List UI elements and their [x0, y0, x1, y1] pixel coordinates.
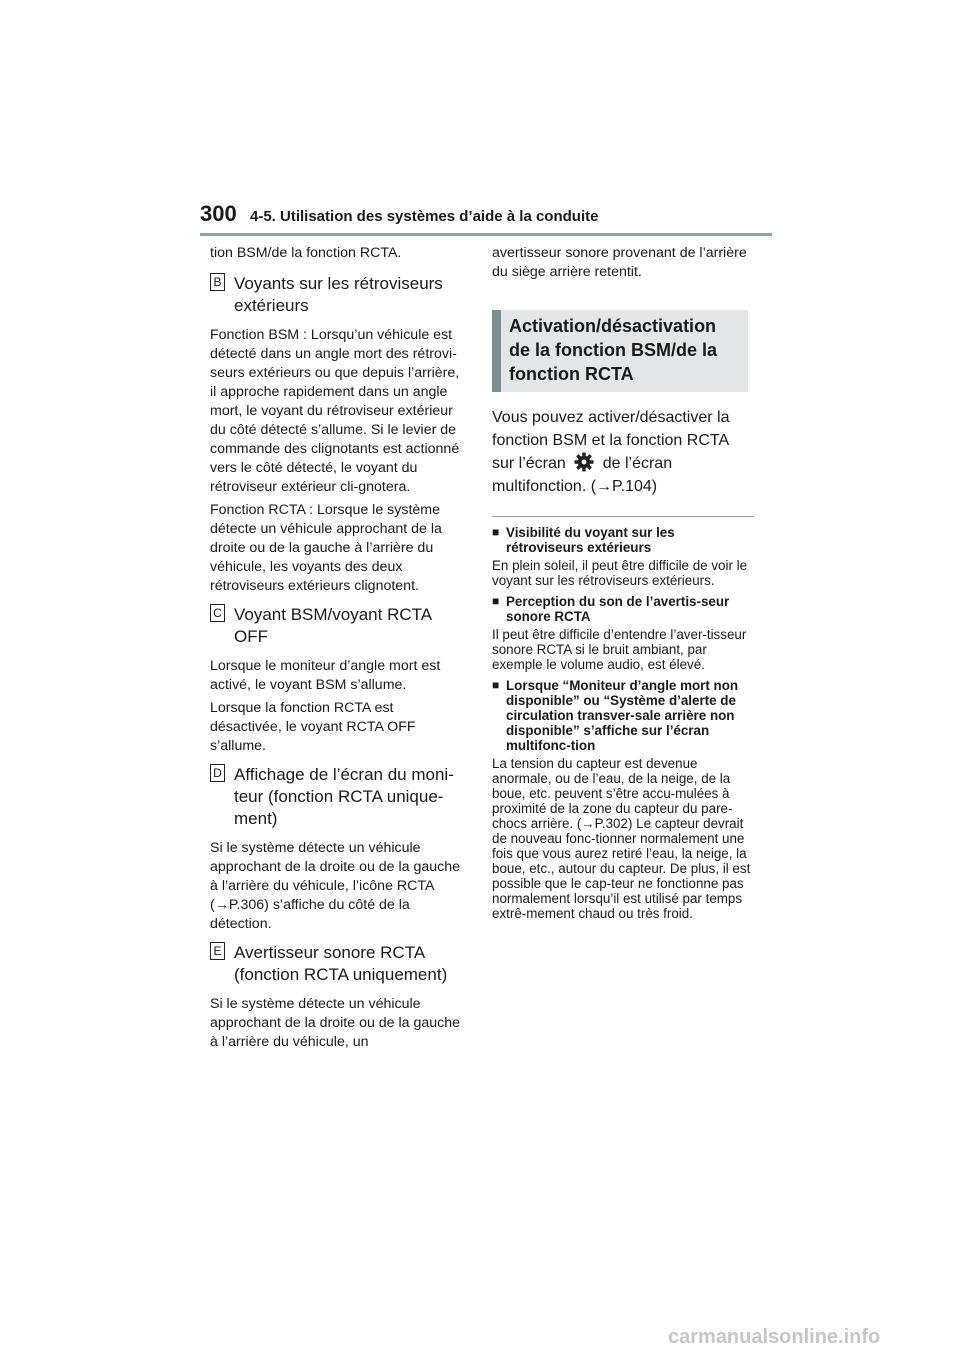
item-c — [210, 604, 468, 756]
subheading-b-title: Voyants sur les rétroviseurs extérieurs — [234, 274, 443, 315]
watermark: carmanualsonline.info — [668, 1326, 881, 1348]
section-title: 4-5. Utilisation des systèmes d’aide à la conduite — [250, 208, 599, 225]
subheading-d — [210, 764, 468, 830]
note-heading — [492, 678, 754, 753]
square-bullet-icon: ■ — [492, 525, 500, 539]
paragraph: Si le système détecte un véhicule approchant de la droite ou de la gauche à l’arrière du véhicule, l’icône RCTA (→P.306) s’affiche du côté de la détection. — [210, 840, 461, 932]
page-number: 300 — [200, 201, 237, 226]
continuation-text: avertisseur sonore provenant de l’arrière du siège arrière retentit. — [492, 245, 747, 280]
intro-text-after: de l’écran multifonction. (→P.104) — [492, 455, 673, 495]
note-2 — [492, 594, 754, 672]
note-1 — [492, 525, 754, 588]
paragraph: Fonction BSM : Lorsqu’un véhicule est détecté dans un angle mort des rétrovi-seurs extérieurs ou que depuis l’arrière, il approche rapidement dans un angle mort, le voyant du rétroviseur extérieur du côté détecté s’allume. Si le levier de commande des clignotants est actionné vers le côté détecté, le voyant du rétroviseur extérieur cli-gnotera. — [210, 327, 460, 495]
subheading-d-title: Affichage de l’écran du moni-teur (fonction RCTA unique-ment) — [234, 765, 454, 828]
paragraph: Si le système détecte un véhicule approchant de la droite ou de la gauche à l’arrière du véhicule, un — [210, 996, 461, 1050]
subheading-b — [210, 273, 468, 317]
paragraph: Lorsque le moniteur d’angle mort est activé, le voyant BSM s’allume. — [210, 658, 441, 693]
note-heading-text: Lorsque “Moniteur d’angle mort non disponible” ou “Système d’alerte de circulation transver-sale arrière non disponible” s’affiche sur l’écran multifonc-tion — [506, 678, 739, 753]
note-heading — [492, 594, 754, 624]
note-body: En plein soleil, il peut être difficile de voir le voyant sur les rétroviseurs extérieurs. — [492, 558, 748, 588]
letter-badge-e: E — [210, 942, 225, 960]
letter-badge-b: B — [210, 273, 225, 291]
continuation-text: tion BSM/de la fonction RCTA. — [210, 245, 402, 261]
item-e — [210, 942, 468, 1052]
left-column — [210, 244, 468, 1056]
note-body: La tension du capteur est devenue anormale, ou de l’eau, de la neige, de la boue, etc. peuvent s’être accu-mulées à proximité de la zone du capteur du pare-chocs arrière. (→P.302) Le capteur devrait de nouveau fonc-tionner normalement une fois que vous aurez retiré l’eau, la neige, la boue, etc., autour du capteur. De plus, il est possible que le cap-teur ne fonctionne pas normalement lorsqu’il est utilisé par temps extrê-mement chaud ou très froid. — [492, 756, 751, 921]
subheading-e — [210, 942, 468, 986]
intro-paragraph — [492, 406, 754, 498]
item-b — [210, 273, 468, 596]
note-heading-text: Visibilité du voyant sur les rétroviseurs extérieurs — [506, 525, 675, 555]
intro-text-before: Vous pouvez activer/désactiver la fonction BSM et la fonction RCTA sur l’écran — [492, 409, 730, 472]
subheading-c — [210, 604, 468, 648]
gear-icon — [574, 452, 594, 472]
square-bullet-icon: ■ — [492, 594, 500, 608]
square-bullet-icon: ■ — [492, 678, 500, 692]
letter-badge-d: D — [210, 764, 225, 782]
note-heading — [492, 525, 754, 555]
paragraph: Lorsque la fonction RCTA est désactivée, le voyant RCTA OFF s’allume. — [210, 700, 416, 754]
note-heading-text: Perception du son de l’avertis-seur sonore RCTA — [506, 594, 730, 624]
divider — [492, 516, 754, 517]
header-rule — [200, 233, 772, 236]
note-3 — [492, 678, 754, 921]
subheading-c-title: Voyant BSM/voyant RCTA OFF — [234, 605, 432, 646]
section-heading-box: Activation/désactivation de la fonction BSM/de la fonction RCTA — [492, 310, 748, 392]
item-d — [210, 764, 468, 934]
note-body: Il peut être difficile d’entendre l’aver-tisseur sonore RCTA si le bruit ambiant, par exemple le volume audio, est élevé. — [492, 627, 747, 672]
paragraph: Fonction RCTA : Lorsque le système détecte un véhicule approchant de la droite ou de la gauche à l’arrière du véhicule, les voyants des deux rétroviseurs extérieurs clignotent. — [210, 502, 442, 594]
letter-badge-c: C — [210, 604, 225, 622]
subheading-e-title: Avertisseur sonore RCTA (fonction RCTA uniquement) — [234, 943, 448, 984]
right-column — [492, 244, 754, 925]
